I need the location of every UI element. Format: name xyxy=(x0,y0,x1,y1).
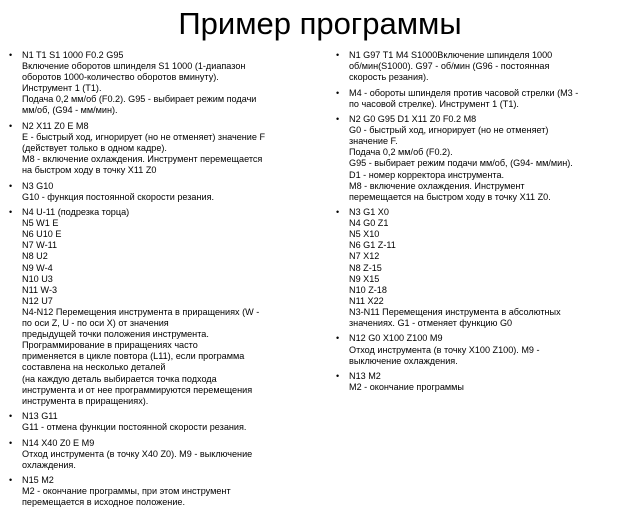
bullet-icon: • xyxy=(336,50,340,60)
text-line: Программирование в приращениях часто xyxy=(22,340,198,351)
text-line: применяется в цикле повтора (L11), если программа xyxy=(22,351,245,362)
text-line: инструмента и от нее программируются перемещения xyxy=(22,384,253,395)
text-line: N6 G1 Z-11 xyxy=(349,240,396,251)
bullet-icon: • xyxy=(336,114,340,125)
text-line: N14 X40 Z0 E M9 xyxy=(22,437,95,448)
bullet-icon: • xyxy=(336,87,340,98)
text-line: N15 M2 xyxy=(22,475,54,486)
bullet-icon: • xyxy=(336,333,340,344)
text-line: G95 - выбирает режим подачи мм/об, (G94- мм/мин). xyxy=(349,158,573,169)
text-line: мм/об, (G94 - мм/мин). xyxy=(22,105,118,116)
bullet-icon: • xyxy=(9,120,13,131)
text-line: (действует только в одном кадре). xyxy=(22,143,167,154)
text-line: N8 Z-15 xyxy=(349,262,382,273)
text-line: M2 - окончание программы, при этом инструмент xyxy=(22,486,231,497)
text-line: Инструмент 1 (Т1). xyxy=(22,83,102,94)
left-list-item xyxy=(9,50,321,117)
text-line: Отход инструмента (в точку X40 Z0). M9 - выключение xyxy=(22,448,253,459)
left-list-item xyxy=(9,121,321,176)
text-line: N6 U10 E xyxy=(22,229,62,240)
right-list-item xyxy=(336,207,632,329)
text-line: N10 U3 xyxy=(22,273,53,284)
text-line: N4 U-11 (подрезка торца) xyxy=(22,207,130,218)
text-line: M4 - обороты шпинделя против часовой стрелки (M3 - xyxy=(349,87,579,98)
text-line: N4-N12 Перемещения инструмента в приращениях (W - xyxy=(22,306,260,317)
text-line: выключение охлаждения. xyxy=(349,355,458,366)
page-title: Пример программы xyxy=(178,6,462,41)
text-line: M8 - включение охлаждения. Инструмент перемещается xyxy=(22,154,263,165)
text-line: N13 M2 xyxy=(349,371,381,382)
text-line: N8 U2 xyxy=(22,251,48,262)
text-line: N3-N11 Перемещения инструмента в абсолютных xyxy=(349,306,561,317)
text-line: N2 G0 G95 D1 X11 Z0 F0.2 M8 xyxy=(349,114,477,125)
text-line: по часовой стрелке). Инструмент 1 (T1). xyxy=(349,98,519,109)
bullet-icon: • xyxy=(9,475,13,486)
right-list-item xyxy=(336,114,632,203)
text-line: E - быстрый ход, игнорирует (но не отменяет) значение F xyxy=(22,131,266,142)
text-line: N3 G10 xyxy=(22,180,54,191)
bullet-icon: • xyxy=(336,371,340,382)
text-line: N7 X12 xyxy=(349,251,380,262)
text-line: на быстром ходу в точку X11 Z0 xyxy=(22,165,157,176)
text-line: значениях. G1 - отменяет функцию G0 xyxy=(349,318,513,329)
text-line: Отход инструмента (в точку X100 Z100). M9 - xyxy=(349,344,540,355)
text-line: N11 W-3 xyxy=(22,284,58,295)
bullet-icon: • xyxy=(336,207,340,218)
right-list-item xyxy=(336,333,632,366)
text-line: G10 - функция постоянной скорости резания. xyxy=(22,191,215,202)
left-list-item xyxy=(9,181,321,203)
left-list-item xyxy=(9,207,321,407)
text-line: N1 G97 T1 M4 S1000Включение шпинделя 1000 xyxy=(349,50,553,60)
text-line: N4 G0 Z1 xyxy=(349,218,389,229)
text-line: значение F. xyxy=(349,136,398,147)
right-list-item xyxy=(336,371,632,393)
text-line: Подача 0,2 мм/об (F0.2). G95 - выбирает режим подачи xyxy=(22,94,257,105)
text-line: G0 - быстрый ход, игнорирует (но не отменяет) xyxy=(349,125,549,136)
bullet-icon: • xyxy=(9,50,13,60)
text-line: N7 W-11 xyxy=(22,240,58,251)
right-list-item xyxy=(336,50,632,83)
bullet-icon: • xyxy=(9,207,13,218)
left-list-item xyxy=(9,411,321,433)
text-line: об/мин(S1000). G97 - об/мин (G96 - постоянная xyxy=(349,61,550,72)
text-line: инструмента в приращениях). xyxy=(22,395,149,406)
bullet-icon: • xyxy=(9,411,13,422)
text-line: предыдущей точки положения инструмента. xyxy=(22,329,209,340)
text-line: по оси Z, U - по оси X) от значения xyxy=(22,318,169,329)
text-line: Включение оборотов шпинделя S1 1000 (1-диапазон xyxy=(22,61,246,72)
text-line: N11 X22 xyxy=(349,295,384,306)
text-line: (на каждую деталь выбирается точка подхода xyxy=(22,373,217,384)
bullet-icon: • xyxy=(9,180,13,191)
text-line: N9 W-4 xyxy=(22,262,53,273)
text-line: G11 - отмена функции постоянной скорости резания. xyxy=(22,422,247,433)
text-line: N13 G11 xyxy=(22,411,58,422)
left-list-item xyxy=(9,438,321,471)
left-column xyxy=(9,50,321,513)
text-line: N12 U7 xyxy=(22,295,53,306)
text-line: N3 G1 X0 xyxy=(349,207,389,218)
text-line: N1 T1 S1 1000 F0.2 G95 xyxy=(22,50,124,60)
bullet-icon: • xyxy=(9,437,13,448)
text-line: составлена на несколько деталей xyxy=(22,362,166,373)
text-line: оборотов 1000-количество оборотов вминуту). xyxy=(22,72,219,83)
text-line: M8 - включение охлаждения. Инструмент xyxy=(349,180,525,191)
right-list-item xyxy=(336,88,632,110)
text-line: M2 - окончание программы xyxy=(349,382,464,393)
text-line: N9 X15 xyxy=(349,273,380,284)
right-column xyxy=(336,50,632,398)
text-line: D1 - номер корректора инструмента. xyxy=(349,169,505,180)
text-line: перемещается на быстром ходу в точку X11 Z0. xyxy=(349,191,551,202)
text-line: скорость резания). xyxy=(349,72,429,83)
left-list-item xyxy=(9,475,321,508)
text-line: N5 W1 E xyxy=(22,218,59,229)
text-line: охлаждения. xyxy=(22,459,76,470)
text-line: N2 X11 Z0 E M8 xyxy=(22,120,89,131)
text-line: N12 G0 X100 Z100 M9 xyxy=(349,333,443,344)
text-line: перемещается в исходное положение. xyxy=(22,497,185,508)
text-line: N5 X10 xyxy=(349,229,380,240)
text-line: N10 Z-18 xyxy=(349,284,387,295)
text-line: Подача 0,2 мм/об (F0.2). xyxy=(349,147,453,158)
